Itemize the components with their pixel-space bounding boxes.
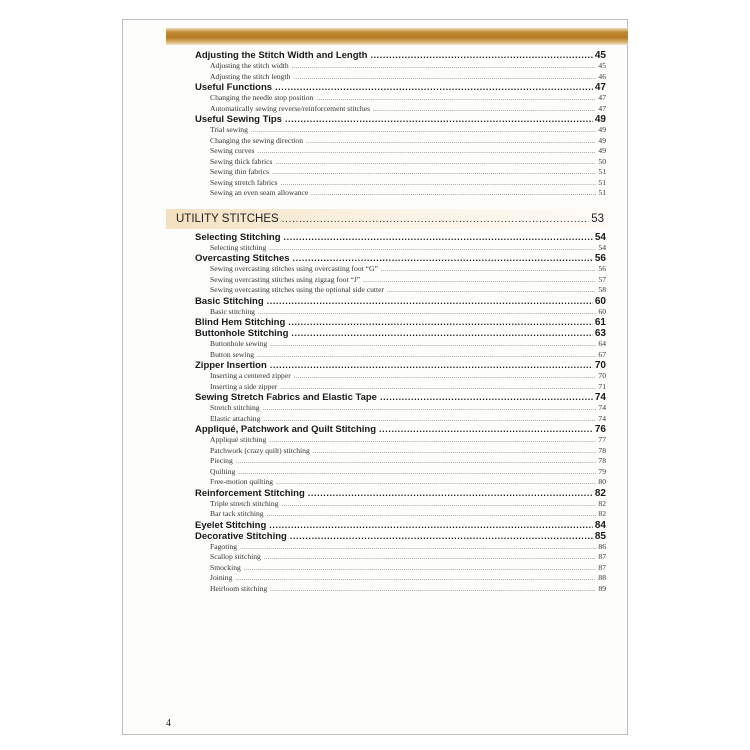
dot-leader [281,500,596,510]
toc-entry-title: Adjusting the stitch length [210,71,291,81]
dot-leader [373,105,596,115]
toc-entry-page-number: 45 [598,61,606,70]
toc-entry-title: Blind Hem Stitching [195,317,286,328]
toc-subsection-entry [166,584,606,595]
toc-entry-page-number: 74 [598,403,606,412]
toc-entry-page-number: 87 [598,562,606,572]
toc-entry-page-number: 70 [598,371,606,380]
toc-entry-title: Heirloom stitching [210,583,268,593]
toc-entry-page-number: 63 [594,328,606,339]
toc-subsection-entry [166,456,606,467]
toc-entry-page-number: 54 [594,231,606,243]
toc-entry-page-number: 82 [598,498,606,508]
dot-leader [292,62,597,72]
toc-subsection-entry [166,93,606,104]
toc-entry-title: Buttonhole Stitching [195,328,289,339]
dot-leader [380,392,593,403]
toc-entry-page-number: 60 [594,295,606,307]
toc-subsection-entry [166,61,606,72]
toc-entry-title: Adjusting the Stitch Width and Length [195,50,368,61]
dot-leader [258,308,596,318]
toc-entry-title: Basic Stitching [195,295,264,307]
toc-entry-title: Adjusting the stitch width [210,61,289,70]
toc-entry-title: Smocking [210,562,241,572]
dot-leader [235,574,596,584]
toc-entry-title: Decorative Stitching [195,530,287,542]
dot-leader [293,73,596,83]
toc-entry-title: Free-motion quilting [210,477,274,486]
toc-entry-title: Patchwork (crazy quilt) stitching [210,445,310,455]
toc-section-entry [166,328,606,339]
toc-entry-page-number: 54 [598,242,606,252]
toc-subsection-entry [166,178,606,189]
dot-leader [244,564,597,574]
toc-subsection-entry [166,467,606,478]
toc-entry-title: Sewing overcasting stitches using zigzag foot “J” [210,274,361,284]
toc-section-entry [166,520,606,531]
toc-entry-title: Sewing thick fabrics [210,156,273,166]
dot-leader [293,253,593,264]
toc-entry-page-number: 56 [598,264,606,273]
toc-subsection-entry [166,72,606,83]
dot-leader [284,232,593,243]
toc-subsection-entry [166,307,606,318]
toc-entry-page-number: 57 [598,274,606,284]
toc-entry-page-number: 64 [598,339,606,348]
toc-entry-title: Elastic attaching [210,413,261,423]
toc-subsection-entry [166,275,606,286]
toc-entry-page-number: 82 [594,487,606,499]
toc-entry-title: Sewing Stretch Fabrics and Elastic Tape [195,392,377,403]
toc-subsection-entry [166,285,606,296]
dot-leader [370,50,592,61]
toc-entry-title: Overcasting Stitches [195,253,290,264]
toc-entry-page-number: 80 [598,477,606,486]
toc-subsection-entry [166,573,606,584]
dot-leader [269,520,593,531]
dot-leader [264,553,597,563]
toc-entry-page-number: 78 [598,456,606,465]
toc-entry-page-number: 74 [598,413,606,423]
toc-entry-title: Trial sewing [210,125,248,134]
toc-entry-page-number: 86 [598,541,606,551]
toc-entry-title: Appliqué, Patchwork and Quilt Stitching [195,424,377,435]
toc-entry-page-number: 46 [598,71,606,81]
dot-leader [280,383,596,393]
toc-entry-title: Reinforcement Stitching [195,487,305,499]
toc-entry-page-number: 47 [594,82,606,93]
toc-entry-page-number: 49 [598,135,606,145]
toc-entry-page-number: 79 [598,466,606,476]
toc-subsection-entry [166,414,606,425]
toc-section-entry [166,424,606,435]
toc-entry-page-number: 88 [598,573,606,582]
dot-leader [263,404,597,414]
toc-entry-page-number: 74 [594,392,606,403]
dot-leader [269,436,596,446]
toc-section-entry [166,82,606,93]
toc-section-entry [166,232,606,243]
toc-entry-title: Triple stretch stitching [210,498,279,508]
toc-subsection-entry [166,435,606,446]
toc-subsection-entry [166,382,606,393]
toc-entry-page-number: 71 [598,381,606,391]
toc-entry-title: Changing the sewing direction [210,135,304,145]
dot-leader [290,531,593,542]
toc-entry-title: Sewing stretch fabrics [210,177,278,187]
dot-leader [272,168,596,178]
toc-subsection-entry [166,167,606,178]
toc-entry-page-number: 60 [598,306,606,316]
toc-entry-page-number: 78 [598,445,606,455]
toc-section-entry [166,392,606,403]
toc-entry-page-number: 56 [594,253,606,264]
toc-subsection-entry [166,136,606,147]
dot-leader [282,210,590,229]
toc-entry-title: Sewing an even seam allowance [210,188,309,197]
toc-entry-page-number: 51 [598,167,606,176]
dot-leader [285,114,593,125]
toc-subsection-entry [166,188,606,199]
dot-leader [363,276,596,286]
toc-entry-page-number: 77 [598,435,606,444]
toc-entry-title: Fagoting [210,541,238,551]
toc-entry-title: Bar tack stitching [210,509,264,518]
dot-leader [379,424,593,435]
toc-entry-title: Joining [210,573,233,582]
toc-entry-page-number: 49 [598,146,606,155]
toc-entry-page-number: 49 [594,114,606,125]
dot-leader [280,179,596,189]
dot-leader [240,543,596,553]
toc-entry-page-number: 85 [594,530,606,542]
toc-section-entry [166,253,606,264]
toc-entry-title: UTILITY STITCHES [176,212,279,225]
toc-entry-page-number: 47 [598,103,606,113]
toc-subsection-entry [166,499,606,510]
dot-leader [381,265,597,275]
toc-entry-title: Sewing thin fabrics [210,167,270,176]
dot-leader [313,447,597,457]
toc-entry-page-number: 61 [594,317,606,328]
toc-subsection-entry [166,446,606,457]
toc-entry-title: Useful Functions [195,82,273,93]
toc-entry-title: Changing the needle stop position [210,93,314,102]
toc-entry-page-number: 49 [598,125,606,134]
toc-entry-title: Inserting a centered zipper [210,371,291,380]
toc-entry-page-number: 76 [594,424,606,435]
toc-subsection-entry [166,157,606,168]
toc-entry-page-number: 53 [591,212,604,225]
dot-leader [236,457,597,467]
toc-entry-page-number: 50 [598,156,606,166]
toc-entry-page-number: 51 [598,177,606,187]
toc-entry-page-number: 51 [598,188,606,197]
toc-subsection-entry [166,104,606,115]
toc-entry-title: Quilting [210,466,236,476]
dot-leader [291,328,592,339]
toc-entry-title: Piecing [210,456,233,465]
toc-entry-title: Basic stitching [210,306,255,316]
dot-leader [316,94,596,104]
toc-section-entry [166,50,606,61]
dot-leader [270,585,596,595]
dot-leader [258,147,597,157]
page-number: 4 [166,718,171,729]
toc-entry-title: Zipper Insertion [195,360,267,371]
dot-leader [306,137,596,147]
toc-entry-title: Sewing curves [210,146,255,155]
toc-entry-title: Useful Sewing Tips [195,114,282,125]
toc-section-entry [166,296,606,307]
dot-leader [288,317,593,328]
toc-subsection-entry [166,542,606,553]
toc-entry-title: Selecting Stitching [195,231,281,243]
toc-subsection-entry [166,477,606,488]
toc-subsection-entry [166,403,606,414]
toc-subsection-entry [166,552,606,563]
dot-leader [270,340,596,350]
toc-entry-page-number: 58 [598,285,606,294]
toc-section-entry [166,531,606,542]
dot-leader [257,351,596,361]
toc-subsection-entry [166,350,606,361]
toc-entry-title: Buttonhole sewing [210,339,268,348]
dot-leader [275,158,596,168]
toc-entry-title: Automatically sewing reverse/reinforcement stitches [210,103,371,113]
dot-leader [267,296,593,307]
toc-entry-title: Scallop stitching [210,552,261,561]
dot-leader [311,189,596,199]
toc-subsection-entry [166,264,606,275]
toc-entry-page-number: 70 [594,360,606,371]
toc-subsection-entry [166,125,606,136]
toc-chapter-heading [166,209,606,229]
toc-entry-page-number: 45 [594,50,606,61]
toc-entry-title: Selecting stitching [210,242,267,252]
dot-leader [269,244,596,254]
toc-subsection-entry [166,509,606,520]
dot-leader [263,415,596,425]
toc-section-entry [166,360,606,371]
table-of-contents [166,50,606,594]
toc-subsection-entry [166,563,606,574]
dot-leader [275,82,593,93]
toc-entry-page-number: 84 [594,519,606,531]
toc-entry-title: Button sewing [210,349,255,359]
toc-section-entry [166,488,606,499]
dot-leader [238,468,596,478]
toc-subsection-entry [166,146,606,157]
header-color-band [166,28,628,45]
dot-leader [294,372,597,382]
toc-entry-page-number: 89 [598,583,606,593]
toc-section-entry [166,317,606,328]
toc-entry-title: Eyelet Stitching [195,519,267,531]
dot-leader [308,488,593,499]
toc-entry-title: Sewing overcasting stitches using overcasting foot “G” [210,264,378,273]
toc-subsection-entry [166,371,606,382]
dot-leader [251,126,597,136]
dot-leader [270,360,593,371]
toc-entry-page-number: 82 [598,509,606,518]
toc-section-entry [166,114,606,125]
toc-entry-title: Stretch stitching [210,403,260,412]
toc-entry-title: Appliqué stitching [210,435,267,444]
toc-entry-page-number: 87 [598,552,606,561]
dot-leader [276,478,596,488]
toc-entry-page-number: 67 [598,349,606,359]
toc-subsection-entry [166,243,606,254]
dot-leader [387,286,596,296]
toc-subsection-entry [166,339,606,350]
toc-entry-title: Inserting a side zipper [210,381,278,391]
toc-entry-title: Sewing overcasting stitches using the optional side cutter [210,285,384,294]
toc-entry-page-number: 47 [598,93,606,102]
dot-leader [267,510,597,520]
